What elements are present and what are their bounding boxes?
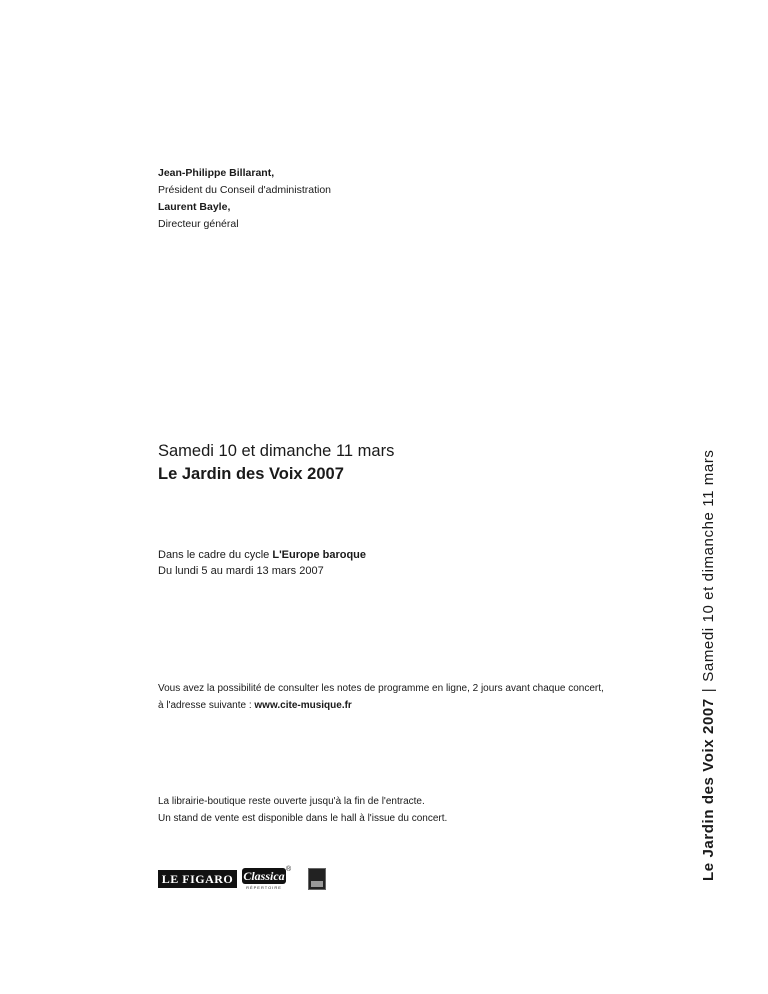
classica-logo-sub: RÉPERTOIRE [246,885,282,890]
event-title: Le Jardin des Voix 2007 [158,465,344,483]
cycle-name: L'Europe baroque [272,549,367,561]
cycle-dates: Du lundi 5 au mardi 13 mars 2007 [158,565,324,577]
vertical-title [700,449,718,881]
classica-logo-reg: ® [286,866,292,873]
notes-line1: Vous avez la possibilité de consulter les notes de programme en ligne, 2 jours avant chaque concert, [158,683,604,694]
cycle-block [158,547,366,579]
classica-logo-word: Classica [243,869,285,883]
website-link[interactable]: www.cite-musique.fr [254,700,352,711]
president-name: Jean-Philippe Billarant, [158,167,275,179]
classica-logo [242,868,294,890]
president-role: Président du Conseil d'administration [158,184,332,196]
vertical-event-date: Samedi 10 et dimanche 11 mars [700,449,717,682]
shop-block [158,793,447,827]
vertical-event-title: Le Jardin des Voix 2007 [700,698,717,881]
leadership-block [158,165,331,233]
cycle-line [158,547,366,563]
director-name: Laurent Bayle, [158,201,231,213]
notes-line2-prefix: à l'adresse suivante : [158,700,255,711]
director-role: Directeur général [158,218,239,230]
radio-logo-icon [308,868,326,890]
shop-line2: Un stand de vente est disponible dans le hall à l'issue du concert. [158,813,448,824]
cycle-prefix: Dans le cadre du cycle [158,549,273,561]
notes-block [158,680,604,714]
vertical-separator: | [700,687,717,693]
event-date: Samedi 10 et dimanche 11 mars [158,442,395,460]
shop-line1: La librairie-boutique reste ouverte jusqu'à la fin de l'entracte. [158,796,425,807]
le-figaro-logo: LE FIGARO [158,870,237,888]
notes-line2 [158,697,604,714]
